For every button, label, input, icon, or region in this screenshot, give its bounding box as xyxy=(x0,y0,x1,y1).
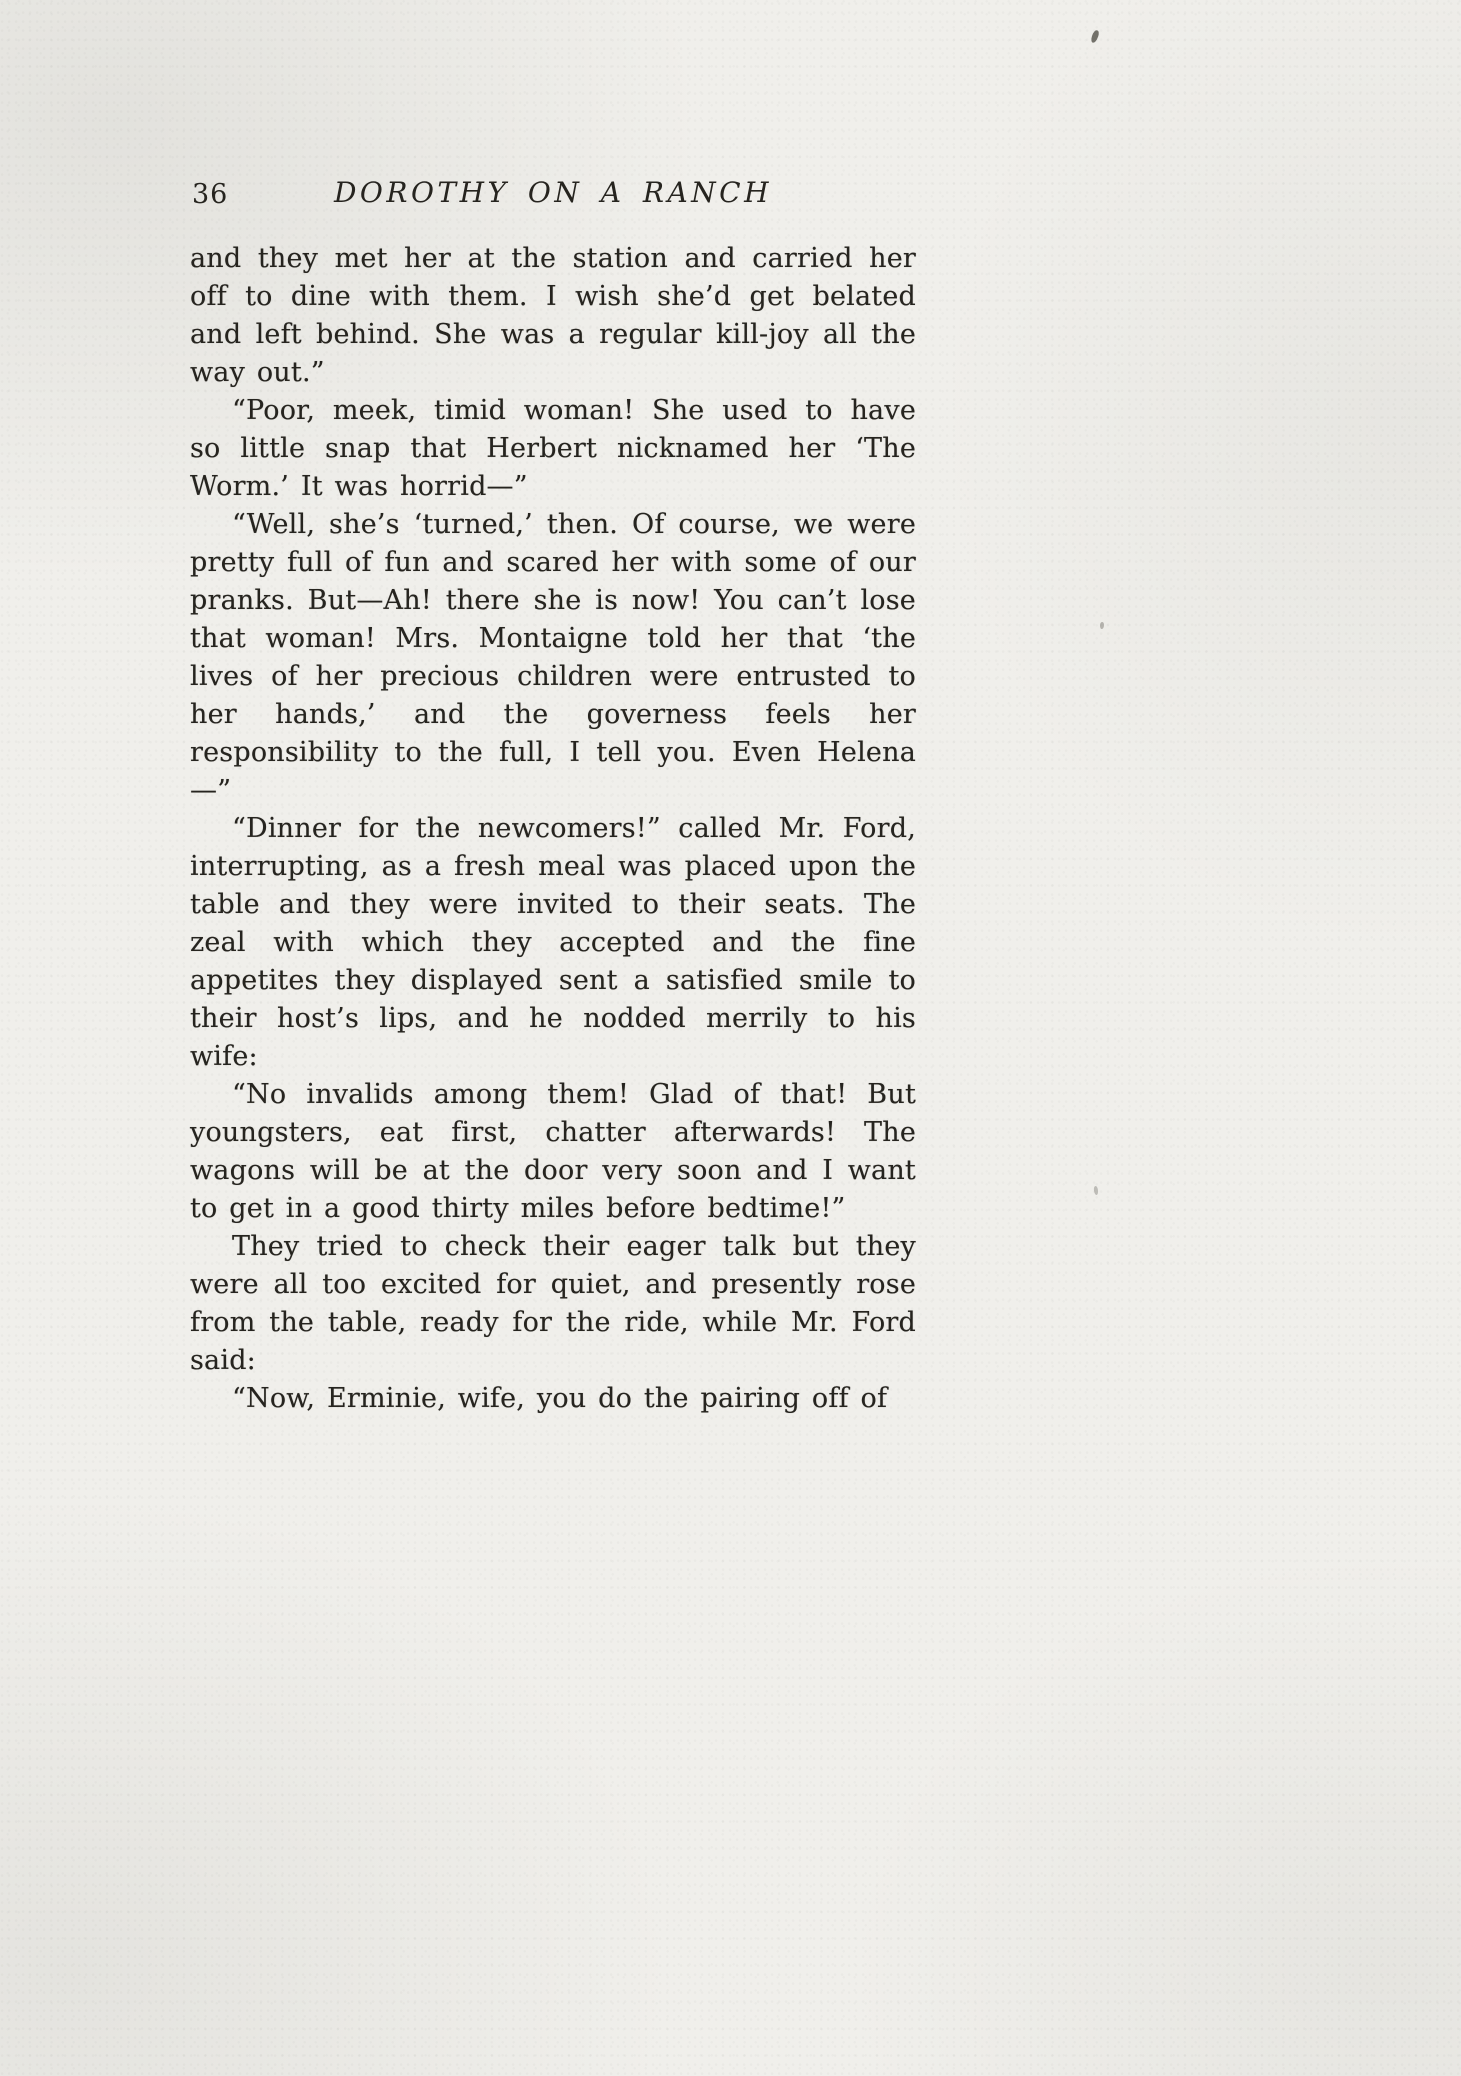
scan-artifact xyxy=(1100,622,1104,629)
scan-artifact xyxy=(1090,29,1100,43)
page-text-area xyxy=(190,176,916,1418)
paragraph: “Well, she’s ‘turned,’ then. Of course, we were pretty full of fun and scared her with some of our pranks. But—Ah! there she is now! You can’t lose that woman! Mrs. Montaigne told her that ‘the lives of her precious children were entrusted to her hands,’ and the governess feels her responsibility to the full, I tell you. Even Helena—” xyxy=(190,509,916,806)
paragraph: “Now, Erminie, wife, you do the pairing off of xyxy=(232,1383,888,1414)
paragraph: “Dinner for the newcomers!” called Mr. Ford, interrupting, as a fresh meal was placed upon the table and they were invited to their seats. The zeal with which they accepted and the fine appetites they displayed sent a satisfied smile to their host’s lips, and he nodded merrily to his wife: xyxy=(190,813,916,1072)
paragraph: “No invalids among them! Glad of that! But youngsters, eat first, chatter afterwards! The wagons will be at the door very soon and I want to get in a good thirty miles before bedtime!” xyxy=(190,1079,916,1224)
body-text xyxy=(190,240,916,1418)
scan-artifact xyxy=(1093,1186,1099,1196)
paragraph: “Poor, meek, timid woman! She used to have so little snap that Herbert nicknamed her ‘The Worm.’ It was horrid—” xyxy=(190,395,916,502)
page-number: 36 xyxy=(192,179,229,210)
paragraph: and they met her at the station and carried her off to dine with them. I wish she’d get belated and left behind. She was a regular kill-joy all the way out.” xyxy=(190,243,916,388)
running-head xyxy=(190,176,916,218)
paragraph: They tried to check their eager talk but they were all too excited for quiet, and presently rose from the table, ready for the ride, while Mr. Ford said: xyxy=(190,1231,916,1376)
running-title: DOROTHY ON A RANCH xyxy=(333,176,773,209)
